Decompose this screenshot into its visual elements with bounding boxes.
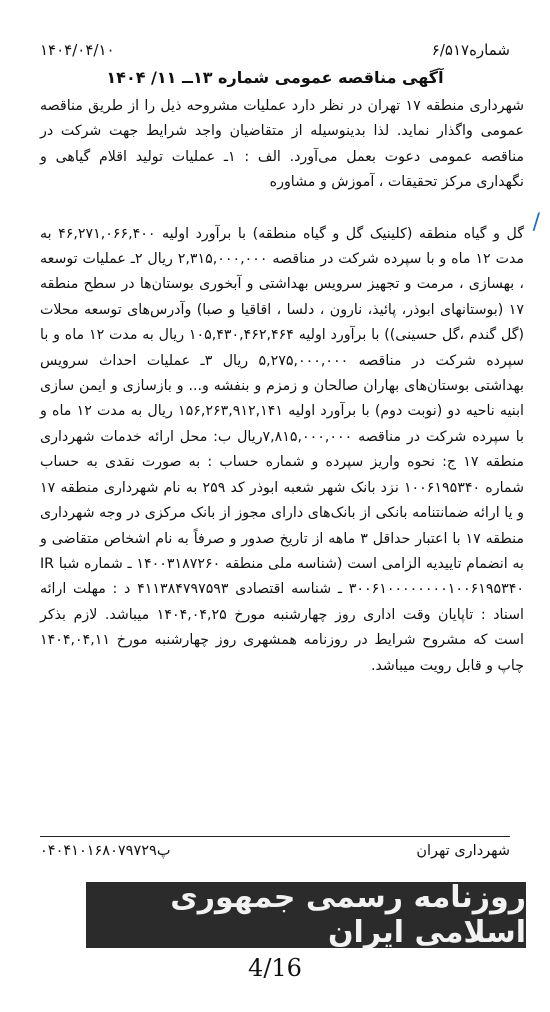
page-number: 4/16 (248, 954, 302, 982)
notice-title: آگهی مناقصه عمومی شماره ۱۳ــ ۱۱/ ۱۴۰۴ (106, 68, 444, 87)
newspaper-banner: روزنامه رسمی جمهوری اسلامی ایران (86, 882, 526, 948)
paragraph-intro: شهرداری منطقه ۱۷ تهران در نظر دارد عملیات مشروحه ذیل را از طریق مناقصه عمومی واگذار نماید. لذا بدینوسیله از متقاضیان واجد شرایط جهت شرکت در مناقصه عمومی دعوت بعمل می‌آورد. الف : ۱ـ عملیات تولید اقلام گیاهی و نگهداری مرکز تحقیقات ، آموزش و مشاوره (40, 98, 525, 191)
publisher-signature: شهرداری تهران (416, 843, 510, 859)
tracking-code: پ۰۴۰۴۱۰۱۶۸۰۷۹۷۲۹ (40, 843, 171, 859)
column-break (40, 196, 524, 222)
notice-body (40, 94, 524, 679)
notice-date: ۱۴۰۴/۰۴/۱۰ (40, 41, 115, 59)
notice-header (40, 38, 510, 62)
paragraph-details: گل و گیاه منطقه (کلینیک گل و گیاه منطقه) با برآورد اولیه ۴۶,۲۷۱,۰۶۶,۴۰۰ به مدت ۱۲ ماه و با سپرده شرکت در مناقصه ۲,۳۱۵,۰۰۰,۰۰۰ ریال ۲ـ عملیات توسعه ، بهسازی ، مرمت و تجهیز سرویس بهداشتی و آبخوری بوستان‌ها در سطح منطقه ۱۷ (بوستانهای ابوذر، پائیذ، نارون ، دلسا ، اقاقیا و صبا) وآدرس‌های توسعه محلات (گل گندم ،گل حسینی)) با برآورد اولیه ۱۰۵,۴۳۰,۴۶۲,۴۶۴ ریال به مدت ۱۲ ماه و با سپرده شرکت در مناقصه ۵,۲۷۵,۰۰۰,۰۰۰ ریال ۳ـ عملیات احداث سرویس بهداشتی بوستان‌های بهاران صالحان و زمزم و بنفشه و... و بازسازی و ایمن سازی ابنیه ناحیه دو (نوبت دوم) با برآورد اولیه ۱۵۶,۲۶۳,۹۱۲,۱۴۱ ریال به مدت ۱۲ ماه و با سپرده شرکت در مناقصه ۷,۸۱۵,۰۰۰,۰۰۰ریال ب: محل ارائه خدمات شهرداری منطقه ۱۷ ج: نحوه واریز سپرده و شماره حساب : به صورت نقدی به حساب شماره ۱۰۰۶۱۹۵۳۴۰ نزد بانک شهر شعبه ابوذر کد ۲۵۹ به نام شهرداری منطقه ۱۷ و یا ارائه ضمانتنامه بانکی از بانک‌های دارای مجوز از بانک مرکزی در وجه شهرداری منطقه ۱۷ با اعتبار حداقل ۳ ماهه از تاریخ صدور و صرفاً به نام اشخاص متقاضی و به انضمام تاییدیه الزامی است (شناسه ملی منطقه ۱۴۰۰۳۱۸۷۲۶۰ ـ شماره شبا IR ۳۰۰۶۱۰۰۰۰۰۰۰۰۱۰۰۶۱۹۵۳۴۰ ـ شناسه اقتصادی ۴۱۱۳۸۴۷۹۷۵۹۳ د : مهلت ارائه اسناد : تاپایان وقت اداری روز چهارشنبه مورخ ۱۴۰۴,۰۴,۲۵ میباشد. لازم بذکر است که مشروح شرایط در روزنامه همشهری روز چهارشنبه مورخ ۱۴۰۴,۰۴,۱۱ چاپ و قابل رویت میباشد. (40, 225, 525, 674)
signature-line (40, 836, 510, 865)
margin-mark: / (532, 210, 540, 235)
notice-number: شماره۶/۵۱۷ (431, 41, 510, 59)
